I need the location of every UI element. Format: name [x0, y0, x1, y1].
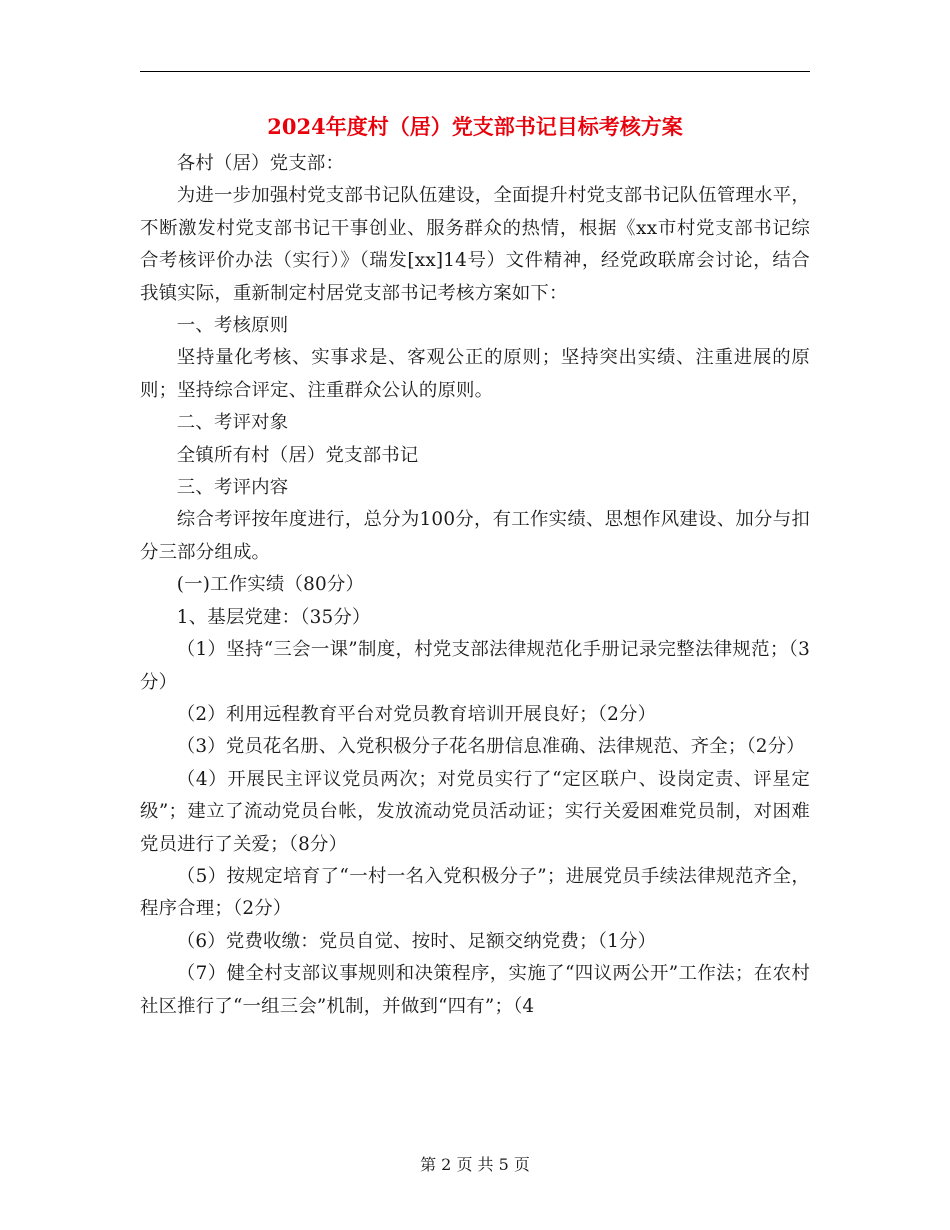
- targets-paragraph: 全镇所有村（居）党支部书记: [176, 444, 419, 466]
- document-title: 2024年度村（居）党支部书记目标考核方案: [267, 114, 683, 139]
- section-heading-content: 三、考评内容: [176, 477, 289, 499]
- list-item: （6）党费收缴：党员自觉、按时、足额交纳党费；（1分）: [176, 930, 657, 952]
- intro-paragraph: 为进一步加强村党支部书记队伍建设，全面提升村党支部书记队伍管理水平，不断激发村党支部书记干事创业、服务群众的热情，根据《xx市村党支部书记综合考核评价办法（实行）》（瑞发[xx]14号）文件精神，经党政联席会讨论，结合我镇实际，重新制定村居党支部书记考核方案如下：: [140, 185, 810, 304]
- subsection-work-results: (一)工作实绩（80分）: [176, 574, 365, 596]
- principles-paragraph: 坚持量化考核、实事求是、客观公正的原则；坚持突出实绩、注重进展的原则；坚持综合评定、注重群众公认的原则。: [140, 347, 810, 401]
- item-grassroots-party: 1、基层党建：（35分）: [176, 606, 371, 628]
- header-rule: [140, 71, 810, 72]
- salutation: 各村（居）党支部：: [176, 153, 345, 174]
- list-item: （7）健全村支部议事规则和决策程序，实施了“四议两公开”工作法；在农村社区推行了“一组三会”机制，并做到“四有”；（4: [140, 963, 810, 1017]
- page-number: 第 2 页 共 5 页: [420, 1155, 530, 1174]
- list-item: （5）按规定培育了“一村一名入党积极分子”；进展党员手续法律规范齐全，程序合理；（2分）: [140, 865, 810, 920]
- list-item: （4）开展民主评议党员两次；对党员实行了“定区联户、设岗定责、评星定级”；建立了流动党员台帐，发放流动党员活动证；实行关爱困难党员制，对困难党员进行了关爱；（8分）: [140, 768, 810, 855]
- list-item: （2）利用远程教育平台对党员教育培训开展良好；（2分）: [176, 703, 657, 725]
- section-heading-targets: 二、考评对象: [176, 412, 289, 434]
- list-item: （3）党员花名册、入党积极分子花名册信息准确、法律规范、齐全；（2分）: [176, 736, 805, 758]
- list-item: （1）坚持“三会一课”制度，村党支部法律规范化手册记录完整法律规范；（3分）: [140, 639, 810, 693]
- section-heading-principles: 一、考核原则: [176, 315, 289, 337]
- content-paragraph: 综合考评按年度进行，总分为100分，有工作实绩、思想作风建设、加分与扣分三部分组成。: [140, 509, 810, 563]
- document-body: [140, 148, 810, 1023]
